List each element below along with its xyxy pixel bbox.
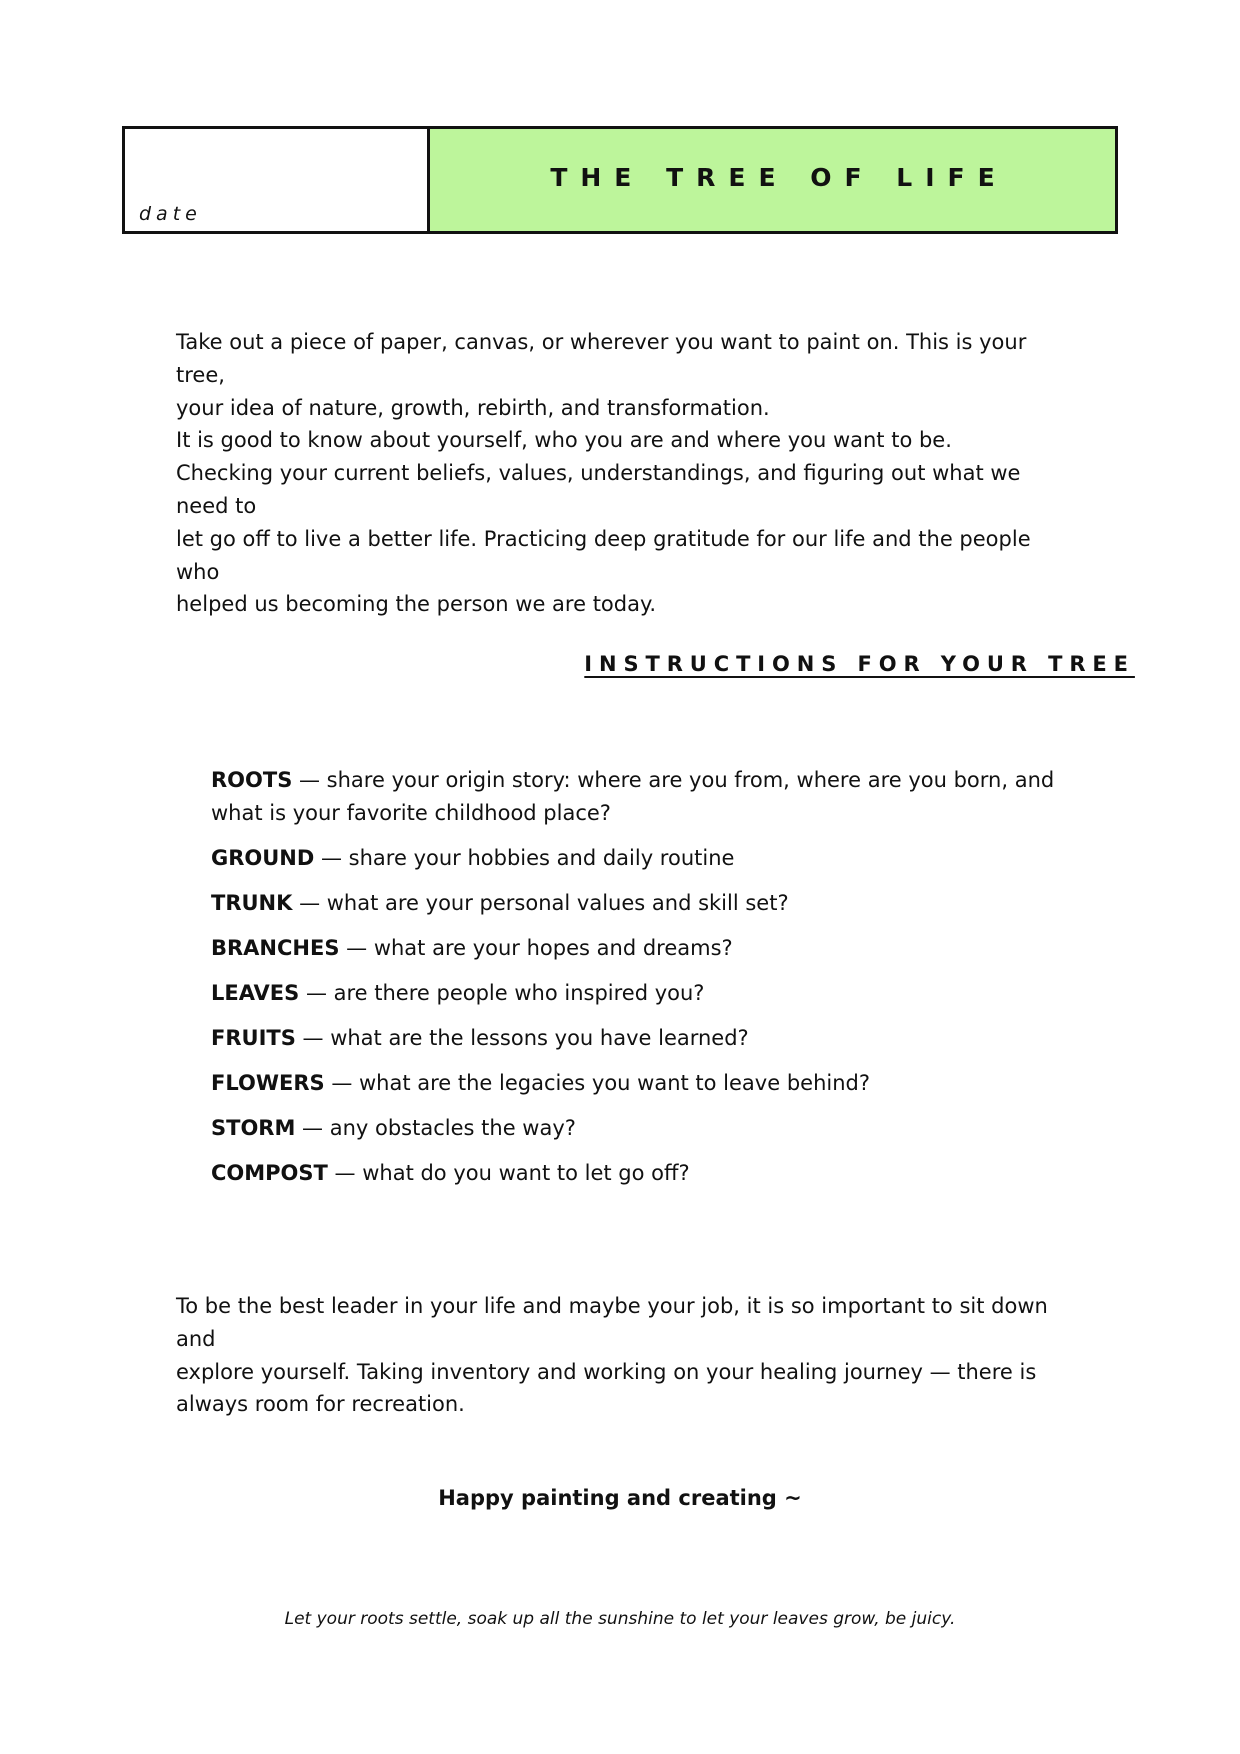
instruction-item-compost [211,1157,1061,1190]
instruction-term: LEAVES [211,980,300,1005]
instruction-term: GROUND [211,845,315,870]
intro-line: Take out a piece of paper, canvas, or wherever you want to paint on. This is your tree, [176,330,1027,387]
instruction-item-trunk [211,887,1061,920]
instruction-list [211,764,1061,1202]
tagline: Let your roots settle, soak up all the sunshine to let your leaves grow, be juicy. [284,1609,956,1629]
page-title: THE TREE OF LIFE [550,162,1008,192]
intro-line: let go off to live a better life. Practicing deep gratitude for our life and the people who [176,526,1031,584]
instruction-text: — are there people who inspired you? [299,980,705,1005]
intro-line: Checking your current beliefs, values, understandings, and figuring out what we need to [176,461,1021,518]
instruction-item-ground [211,842,1061,875]
instruction-text: — what are your personal values and skill set? [292,890,789,915]
closing-line: always room for recreation. [176,1392,465,1417]
instruction-text: — what are the legacies you want to leave behind? [324,1070,871,1095]
instruction-text: — share your hobbies and daily routine [314,845,735,870]
instruction-text: — what do you want to let go off? [327,1160,690,1185]
instruction-text: — any obstacles the way? [295,1115,576,1140]
instructions-heading: INSTRUCTIONS FOR YOUR TREE [584,652,1135,676]
instruction-text: — share your origin story: where are you from, where are you born, and what is your favorite childhood place? [211,768,1055,825]
instruction-term: FRUITS [211,1025,296,1050]
intro-line: your idea of nature, growth, rebirth, and transformation. [176,395,770,420]
instruction-item-fruits [211,1022,1061,1055]
header-box [122,126,1118,234]
instruction-item-roots [211,764,1061,829]
date-label: date [139,203,202,225]
instruction-item-storm [211,1112,1061,1145]
instruction-item-branches [211,932,1061,965]
instruction-text: — what are your hopes and dreams? [339,935,733,960]
instruction-term: STORM [211,1115,296,1140]
sign-off: Happy painting and creating ~ [438,1486,802,1510]
instruction-term: BRANCHES [211,935,340,960]
closing-paragraph [176,1290,1076,1421]
closing-line: explore yourself. Taking inventory and working on your healing journey — there is [176,1359,1037,1384]
instruction-item-leaves [211,977,1061,1010]
instruction-term: TRUNK [211,890,293,915]
intro-line: helped us becoming the person we are today. [176,592,657,617]
intro-paragraph [176,326,1076,621]
instruction-item-flowers [211,1067,1061,1100]
intro-line: It is good to know about yourself, who you are and where you want to be. [176,428,952,453]
title-banner [430,129,1115,231]
date-field[interactable] [125,129,430,231]
closing-line: To be the best leader in your life and maybe your job, it is so important to sit down and [176,1294,1048,1351]
instruction-text: — what are the lessons you have learned? [295,1025,749,1050]
instruction-term: COMPOST [211,1160,328,1185]
instruction-term: FLOWERS [211,1070,325,1095]
instruction-term: ROOTS [211,768,293,792]
